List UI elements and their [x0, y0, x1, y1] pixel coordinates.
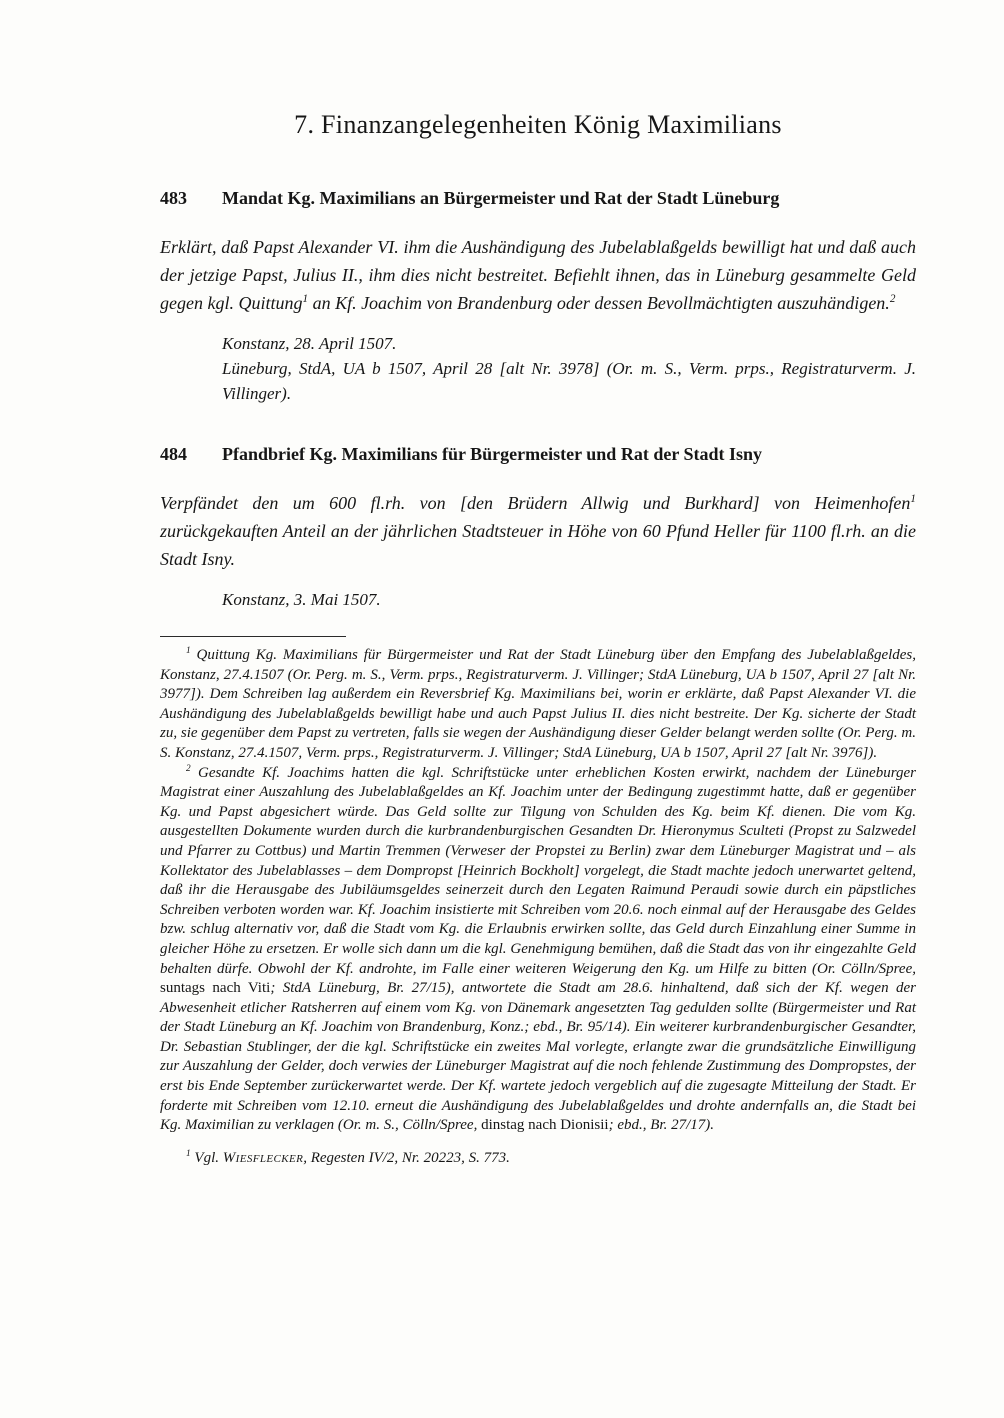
footnote-separator-rule [160, 636, 346, 637]
footnote-ref: 2 [889, 293, 896, 305]
summary-text: an Kf. Joachim von Brandenburg oder dessen Bevollmächtigten auszuhändigen. [308, 293, 890, 313]
footnote-marker: 1 [186, 646, 191, 656]
summary-text: Erklärt, daß Papst Alexander VI. ihm die Aushändigung des Jubelablaßgelds bewilligt hat und daß auch der jetzige Papst, Julius II., ihm dies nicht bestreitet. Befiehlt ihnen, das in Lüneburg gesammelte Geld gegen kgl. Quittung [160, 237, 916, 313]
entry-number: 484 [160, 444, 187, 464]
footnote-text: Gesandte Kf. Joachims hatten die kgl. Schriftstücke unter erheblichen Kosten erwirkt, nachdem der Lüneburger Magistrat einer Auszahlung des Jubelablaßgeldes an Kf. Joachim unter der Bedingung zugestimmt hatte, daß er gegenüber Kg. und Papst abgesichert würde. Das Geld sollte zur Tilgung von Schulden des Kg. beim Kf. dienen. Die vom Kg. ausgestellten Dokumente wurden durch die kurbrandenburgischen Gesandten Dr. Hieronymus Sculteti (Propst zu Salzwedel und Pfarrer zu Cottbus) und Martin Tremmen (Verweser der Propstei zu Berlin) zwar dem Lüneburger Magistrat und – als Kollektator des Jubelablasses – dem Dompropst [Heinrich Bockholt] vorgelegt, die Stadt machte jedoch unerwartet geltend, daß ihr die Herausgabe des Jubiläumsgeldes seinerzeit durch den Legaten Raimund Peraudi sowie durch ein päpstliches Schreiben verboten worden war. Kf. Joachim insistierte mit Schreiben vom 20.6. noch einmal auf der Herausgabe des Geldes bzw. schlug alternativ vor, daß die Stadt vom Kg. die Erlaubnis erwirken sollte, das Geld durch Einzahlung einer Summe in gleicher Höhe zu ersetzen. Er wolle sich dann um die kgl. Genehmigung bemühen, daß die Stadt das von ihr eingezahlte Geld behalten dürfe. Obwohl der Kf. androhte, im Falle einer weiteren Weigerung den Kg. um Hilfe zu bitten (Or. Cölln/Spree, [160, 764, 916, 977]
footnote-2-entry-483 [160, 764, 916, 1136]
footnote-ref: 1 [302, 293, 309, 305]
entry-summary [160, 233, 916, 317]
footnote-text: Quittung Kg. Maximilians für Bürgermeister und Rat der Stadt Lüneburg über den Empfang des Jubelablaßgeldes, Konstanz, 27.4.1507 (Or. Perg. m. S., Verm. prps., Registraturverm. J. Villinger; StdA Lüneburg, UA b 1507, April 27 [alt Nr. 3977]). Dem Schreiben lag außerdem ein Reversbrief Kg. Maximilians bei, worin er erklärte, daß Papst Alexander VI. die Aushändigung des Jubelablaßgelds bewilligt habe und auch Papst Julius II. dies nicht bestreite. Der Kg. sicherte der Stadt zu, sie gegenüber dem Papst zu vertreten, falls sie wegen der Aushändigung dieser Gelder belangt werden sollte (Or. Perg. m. S. Konstanz, 27.4.1507, Verm. prps., Registraturverm. J. Villinger; StdA Lüneburg, UA b 1507, April 27 [alt Nr. 3976]). [160, 647, 917, 761]
footnote-text: ; ebd., Br. 27/17). [608, 1117, 714, 1134]
entry-title: Mandat Kg. Maximilians an Bürgermeister und Rat der Stadt Lüneburg [222, 188, 780, 208]
entry-summary [160, 489, 916, 573]
footnote-quoted-date: suntags nach Viti [160, 980, 271, 997]
summary-text: Verpfändet den um 600 fl.rh. von [den Brüdern Allwig und Burkhard] von Heimenhofen [160, 493, 911, 513]
footnote-marker: 1 [186, 1148, 191, 1159]
entry-title: Pfandbrief Kg. Maximilians für Bürgermeister und Rat der Stadt Isny [222, 444, 763, 464]
date-source-block [222, 331, 916, 406]
footnote-text: Vgl. [194, 1149, 223, 1166]
summary-text: zurückgekauften Anteil an der jährlichen Stadtsteuer in Höhe von 60 Pfund Heller für 1100 fl.rh. an die Stadt Isny. [160, 521, 916, 569]
entry-483 [160, 188, 916, 406]
footnote-quoted-date: dinstag nach Dionisii [481, 1117, 609, 1134]
chapter-title: 7. Finanzangelegenheiten König Maximilians [294, 110, 782, 139]
entry-heading-483 [160, 188, 916, 209]
footnote-marker: 2 [186, 763, 191, 774]
footnote-ref: 1 [910, 493, 916, 505]
footnotes-section [160, 646, 916, 1168]
date-line: Konstanz, 3. Mai 1507. [222, 590, 381, 609]
entry-484 [160, 444, 916, 612]
date-line: Konstanz, 28. April 1507. [222, 334, 397, 353]
footnote-1-entry-484 [160, 1149, 916, 1169]
date-source-block [222, 587, 916, 612]
footnote-text: , Regesten IV/2, Nr. 20223, S. 773. [303, 1149, 510, 1166]
entry-number: 483 [160, 188, 187, 208]
source-line: Lüneburg, StdA, UA b 1507, April 28 [alt Nr. 3978] (Or. m. S., Verm. prps., Registraturverm. J. Villinger). [222, 359, 916, 403]
footnote-1-entry-483 [160, 646, 916, 764]
footnote-author-name: Wiesflecker [222, 1149, 304, 1166]
entry-heading-484 [160, 444, 916, 465]
footnote-text: ; StdA Lüneburg, Br. 27/15), antwortete die Stadt am 28.6. hinhaltend, daß sich der Kf. wegen der Abwesenheit etlicher Ratsherren auf einem vom Kg. von Dänemark angesetzten Tag gedulden sollte (Bürgermeister und Rat der Stadt Lüneburg an Kf. Joachim von Brandenburg, Konz.; ebd., Br. 95/14). Ein weiterer kurbrandenburgischer Gesandter, Dr. Sebastian Stublinger, der die kgl. Schriftstücke ein zweites Mal vorlegte, erlangte zwar die grundsätzliche Einwilligung zur Auszahlung der Gelder, doch verwies der Lüneburger Magistrat auf die noch fehlende Zustimmung des Dompropstes, der erst bis Ende September zurückerwartet werde. Der Kf. wartete jedoch vergeblich auf die zugesagte Mitteilung der Stadt. Er forderte mit Schreiben vom 12.10. erneut die Aushändigung des Jubelablaßgeldes und drohte andernfalls an, die Stadt bei Kg. Maximilian zu verklagen (Or. m. S., Cölln/Spree, [160, 980, 916, 1134]
